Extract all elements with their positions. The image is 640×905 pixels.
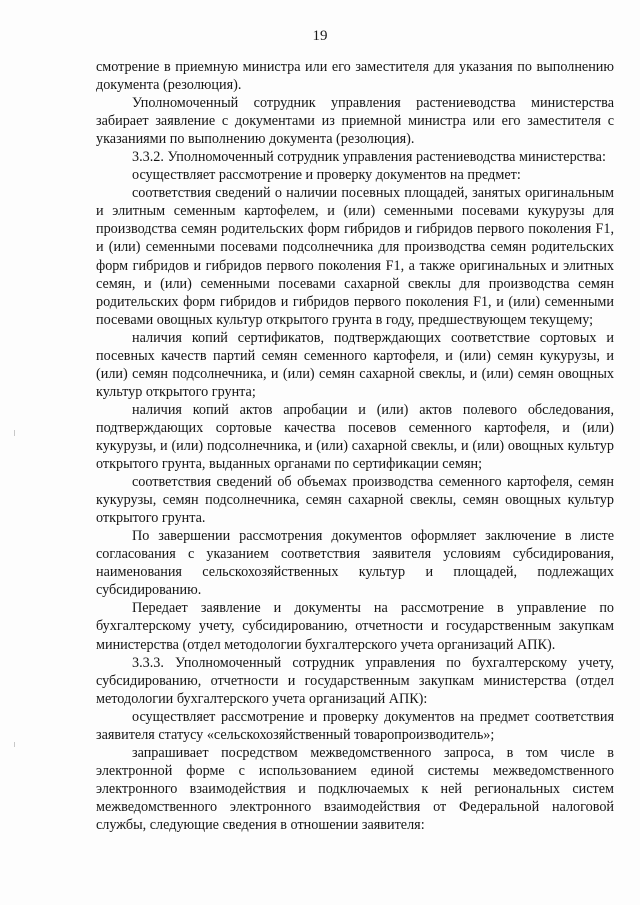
list-item: соответствия сведений об объемах производства семенного картофеля, семян кукурузы, семян подсолнечника, семян сахарной свеклы, семян овощных культур открытого грунта. (96, 474, 614, 527)
section-heading-3-3-3: 3.3.3. Уполномоченный сотрудник управления по бухгалтерскому учету, субсидированию, отчетности и государственным закупкам министерства (отдел методологии бухгалтерского учета организаций АПК): (96, 654, 614, 707)
page-number: 19 (312, 28, 328, 44)
document-body (96, 58, 614, 834)
section-heading-3-3-2: 3.3.2. Уполномоченный сотрудник управления растениеводства министерства: (132, 149, 606, 166)
list-item: наличия копий актов апробации и (или) актов полевого обследования, подтверждающих сортовые качества посевов семенного картофеля, и (или) кукурузы, и (или) подсолнечника, и (или) сахарной свеклы, и (или) овощных культур открытого грунта, выданных органами по сертификации семян; (96, 401, 614, 473)
list-item: соответствия сведений о наличии посевных площадей, занятых оригинальным и элитным семенным картофелем, и (или) семенными посевами кукурузы для производства семян родительских форм гибридов и гибридов первого поколения F1, и (или) семенными посевами подсолнечника для производства семян родительских форм гибридов и гибридов первого поколения F1, а также оригинальных и элитных семян, и (или) семенными посевами сахарной свеклы для производства семян родительских форм гибридов и гибридов первого поколения F1, и (или) семенными посевами овощных культур открытого грунта в году, предшествующем текущему; (96, 185, 614, 328)
list-item: запрашивает посредством межведомственного запроса, в том числе в электронной форме с использованием единой системы межведомственного электронного взаимодействия и подключаемых к ней региональных систем межведомственного электронного взаимодействия от Федеральной налоговой службы, следующие сведения в отношении заявителя: (96, 744, 614, 833)
paragraph: По завершении рассмотрения документов оформляет заключение в листе согласования с указанием соответствия заявителя условиям субсидирования, наименования сельскохозяйственных культур и площадей, подлежащих субсидированию. (96, 528, 614, 599)
scan-edge-mark (14, 742, 15, 747)
scan-edge-mark (14, 430, 15, 436)
paragraph: смотрение в приемную министра или его заместителя для указания по выполнению документа (резолюция). (96, 59, 614, 94)
list-item: наличия копий сертификатов, подтверждающих соответствие сортовых и посевных качеств партий семян семенного картофеля, и (или) семян кукурузы, и (или) семян подсолнечника, и (или) семян сахарной свеклы, и (или) семян овощных культур открытого грунта; (96, 329, 614, 400)
paragraph: осуществляет рассмотрение и проверку документов на предмет: (132, 167, 521, 184)
paragraph: Уполномоченный сотрудник управления растениеводства министерства забирает заявление с документами из приемной министра или его заместителя с указаниями по выполнению документа (резолюция). (96, 95, 614, 148)
paragraph: Передает заявление и документы на рассмотрение в управление по бухгалтерскому учету, субсидированию, отчетности и государственным закупкам министерства (отдел методологии бухгалтерского учета организаций АПК). (96, 600, 614, 653)
list-item: осуществляет рассмотрение и проверку документов на предмет соответствия заявителя статусу «сельскохозяйственный товаропроизводитель»; (96, 708, 614, 743)
